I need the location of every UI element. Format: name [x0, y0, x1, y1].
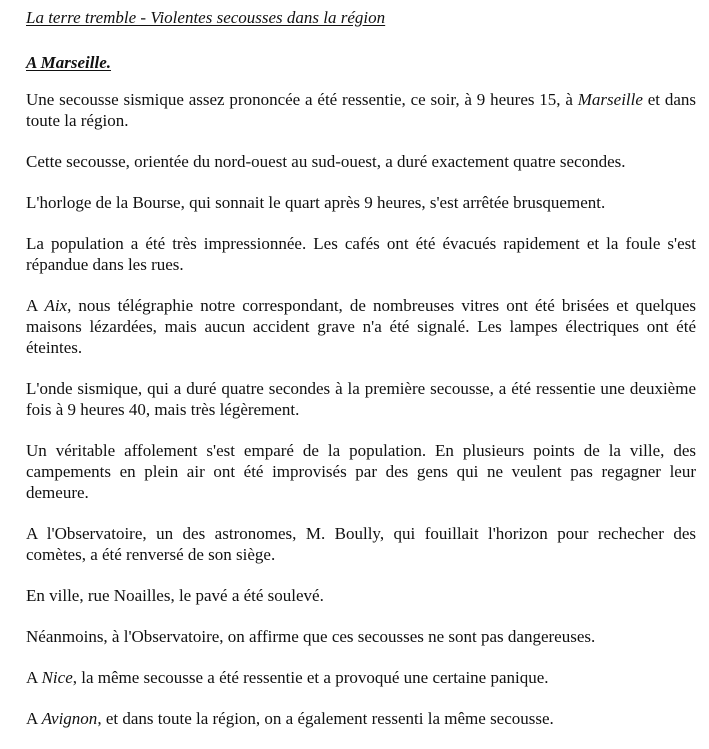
paragraph-text: et dans toute la région.	[26, 90, 697, 130]
article-paragraph	[26, 708, 696, 729]
paragraph-text: Un véritable affolement s'est emparé de la population. En plusieurs points de la ville, des campements en plein air ont été improvisés par des gens qui ne veulent pas regagner leur demeure.	[26, 441, 696, 502]
place-name: Avignon	[41, 709, 98, 728]
article-paragraph	[26, 667, 696, 688]
article-paragraph	[26, 89, 696, 131]
paragraph-text: L'onde sismique, qui a duré quatre secondes à la première secousse, a été ressentie une deuxième fois à 9 heures 40, mais très légèrement.	[26, 379, 696, 419]
paragraph-text: Néanmoins, à l'Observatoire, on affirme que ces secousses ne sont pas dangereuses.	[26, 627, 596, 646]
paragraph-text: A	[26, 709, 42, 728]
document-page	[26, 8, 696, 729]
paragraph-text: En ville, rue Noailles, le pavé a été soulevé.	[26, 586, 324, 605]
paragraph-text: A l'Observatoire, un des astronomes, M. Boully, qui fouillait l'horizon pour rechecher des comètes, a été renversé de son siège.	[26, 524, 696, 564]
paragraph-text: , nous télégraphie notre correspondant, de nombreuses vitres ont été brisées et quelques maisons lézardées, mais aucun accident grave n'a été signalé. Les lampes électriques ont été éteintes.	[26, 296, 696, 357]
section-heading: A Marseille.	[26, 53, 112, 72]
article-paragraph	[26, 233, 696, 275]
article-paragraph	[26, 378, 696, 420]
paragraph-text: Cette secousse, orientée du nord-ouest au sud-ouest, a duré exactement quatre secondes.	[26, 152, 626, 171]
article-paragraph	[26, 151, 696, 172]
article-body	[26, 89, 696, 729]
article-paragraph	[26, 626, 696, 647]
article-paragraph	[26, 440, 696, 503]
place-name: Marseille	[577, 90, 643, 109]
article-paragraph	[26, 295, 696, 358]
article-paragraph	[26, 585, 696, 606]
article-paragraph	[26, 192, 696, 213]
place-name: Nice	[41, 668, 73, 687]
paragraph-text: A	[26, 296, 45, 315]
place-name: Aix	[44, 296, 68, 315]
paragraph-text: Une secousse sismique assez prononcée a été ressentie, ce soir, à 9 heures 15, à	[26, 90, 578, 109]
paragraph-text: L'horloge de la Bourse, qui sonnait le quart après 9 heures, s'est arrêtée brusquement.	[26, 193, 606, 212]
paragraph-text: La population a été très impressionnée. Les cafés ont été évacués rapidement et la foule s'est répandue dans les rues.	[26, 234, 696, 274]
article-title: La terre tremble - Violentes secousses dans la région	[26, 8, 386, 27]
paragraph-text: A	[26, 668, 42, 687]
article-paragraph	[26, 523, 696, 565]
paragraph-text: , la même secousse a été ressentie et a provoqué une certaine panique.	[72, 668, 549, 687]
paragraph-text: , et dans toute la région, on a également ressenti la même secousse.	[97, 709, 554, 728]
